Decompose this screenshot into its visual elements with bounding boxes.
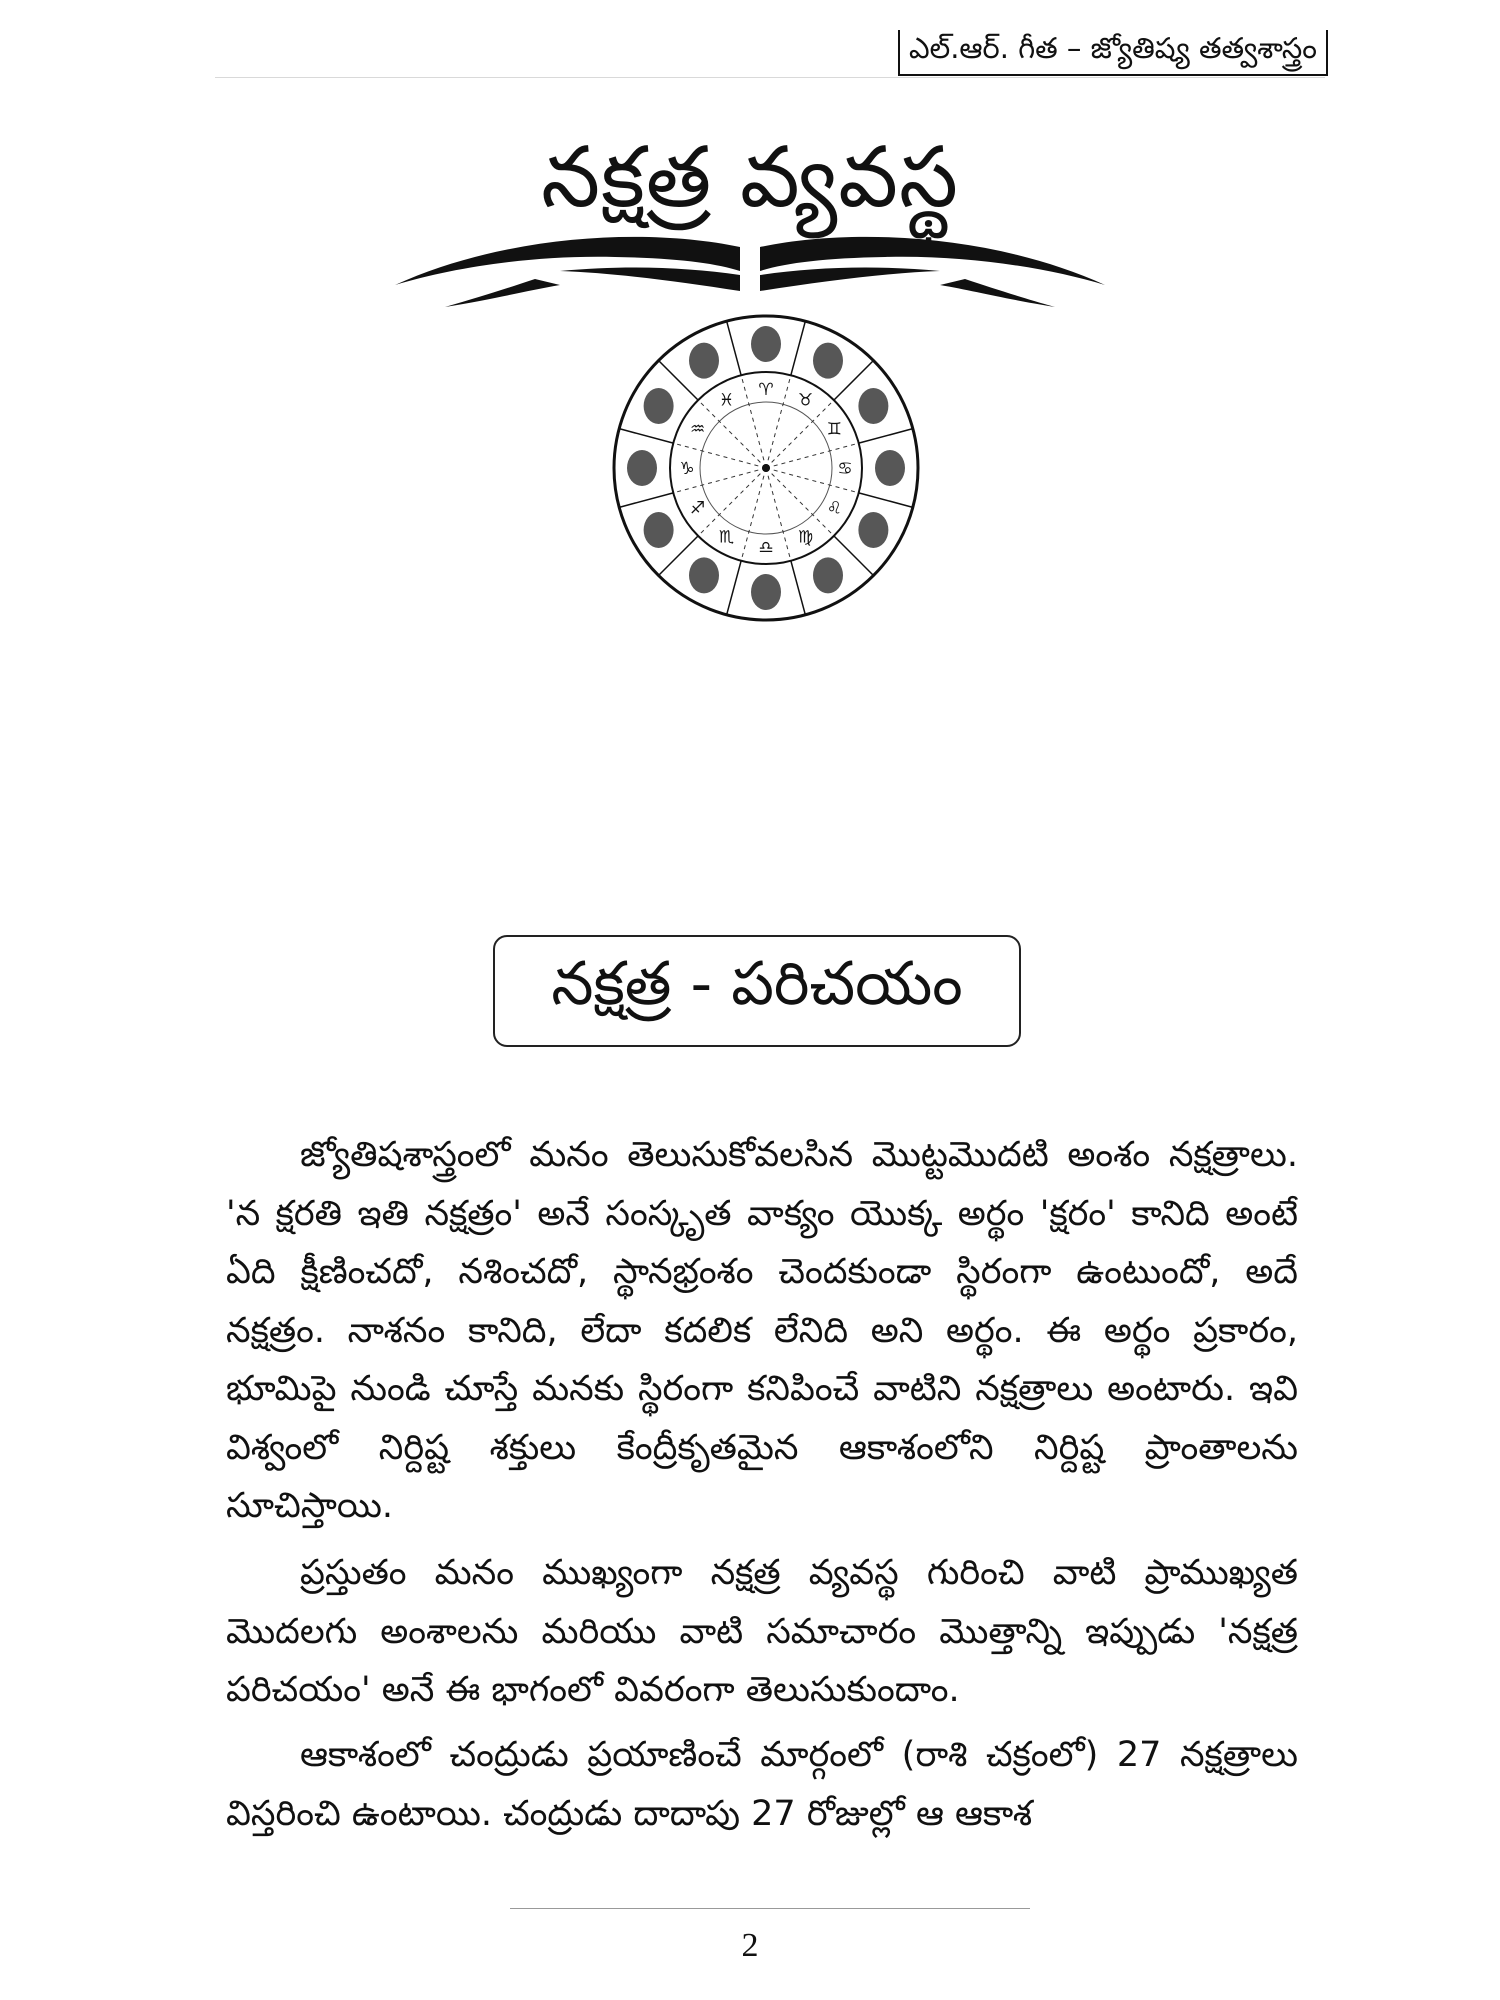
zodiac-glyph-icon: ♌	[826, 498, 843, 519]
zodiac-figure-icon	[689, 557, 719, 593]
body-paragraph-2: ప్రస్తుతం మనం ముఖ్యంగా నక్షత్ర వ్యవస్థ గురించి వాటి ప్రాముఖ్యత మొదలగు అంశాలను మరియు వాటి సమాచారం మొత్తాన్ని ఇప్పుడు 'నక్షత్ర పరిచయం' అనే ఈ భాగంలో వివరంగా తెలుసుకుందాం.	[226, 1553, 1298, 1710]
zodiac-glyph-icon: ♓	[718, 390, 735, 411]
zodiac-figure-icon	[689, 343, 719, 379]
zodiac-figure-icon	[627, 450, 657, 486]
chapter-title: నక్షత్ర వ్యవస్థ	[541, 128, 959, 226]
zodiac-figure-icon	[813, 343, 843, 379]
footer-rule	[510, 1908, 1030, 1909]
zodiac-glyph-icon: ♐	[689, 498, 706, 519]
body-paragraph-1: జ్యోతిషశాస్త్రంలో మనం తెలుసుకోవలసిన మొట్టమొదటి అంశం నక్షత్రాలు. 'న క్షరతి ఇతి నక్షత్రం' అనే సంస్కృత వాక్యం యొక్క అర్థం 'క్షరం' కానిది అంటే ఏది క్షీణించదో, నశించదో, స్థానభ్రంశం చెందకుండా స్థిరంగా ఉంటుందో, అదే నక్షత్రం. నాశనం కానిది, లేదా కదలిక లేనిది అని అర్థం. ఈ అర్థం ప్రకారం, భూమిపై నుండి చూస్తే మనకు స్థిరంగా కనిపించే వాటిని నక్షత్రాలు అంటారు. ఇవి విశ్వంలో నిర్దిష్ట శక్తులు కేంద్రీకృతమైన ఆకాశంలోని నిర్దిష్ట ప్రాంతాలను సూచిస్తాయి.	[226, 1135, 1298, 1526]
zodiac-glyph-icon: ♊	[826, 419, 843, 440]
zodiac-glyph-icon: ♏	[718, 527, 735, 548]
zodiac-glyph-icon: ♎	[758, 538, 774, 558]
zodiac-glyph-icon: ♑	[679, 459, 695, 479]
zodiac-figure-icon	[751, 326, 781, 362]
zodiac-glyph-icon: ♒	[689, 419, 706, 440]
running-header: ఎల్.ఆర్. గీత – జ్యోతిష్య తత్వశాస్త్రం	[898, 30, 1328, 76]
section-title-box	[493, 935, 1021, 1047]
zodiac-figure-icon	[813, 557, 843, 593]
zodiac-figure-icon	[644, 512, 674, 548]
body-paragraph-3: ఆకాశంలో చంద్రుడు ప్రయాణించే మార్గంలో (రాశి చక్రంలో) 27 నక్షత్రాలు విస్తరించి ఉంటాయి. చంద్రుడు దాదాపు 27 రోజుల్లో ఆ ఆకాశ	[226, 1735, 1298, 1834]
zodiac-figure-icon	[751, 574, 781, 610]
zodiac-figure-icon	[858, 388, 888, 424]
wheel-center-dot	[762, 464, 770, 472]
zodiac-figure-icon	[858, 512, 888, 548]
zodiac-figure-icon	[875, 450, 905, 486]
section-title: నక్షత్ర - పరిచయం	[551, 949, 963, 1019]
zodiac-wheel-icon	[608, 310, 924, 626]
zodiac-glyph-icon: ♉	[797, 390, 814, 411]
zodiac-glyph-icon: ♍	[797, 527, 814, 548]
header-rule	[215, 77, 1325, 78]
zodiac-figure-icon	[644, 388, 674, 424]
zodiac-glyph-icon: ♋	[837, 459, 853, 479]
decorative-wing-flourish-icon	[385, 233, 1115, 308]
zodiac-glyph-icon: ♈	[758, 380, 774, 400]
page-number: 2	[741, 1927, 759, 1964]
